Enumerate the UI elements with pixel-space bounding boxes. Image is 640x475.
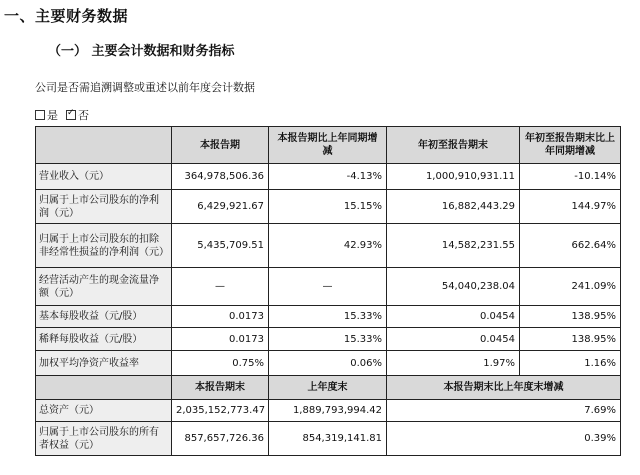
table-cell: 0.75%: [172, 351, 269, 376]
table-cell: 662.64%: [520, 224, 621, 268]
table-cell: -10.14%: [520, 164, 621, 190]
table-cell: 0.0454: [387, 328, 520, 351]
table-cell: 0.0173: [172, 328, 269, 351]
table-cell: 0.0454: [387, 306, 520, 328]
table-cell: 42.93%: [269, 224, 387, 268]
table-cell: 0.06%: [269, 351, 387, 376]
table-row: [36, 328, 621, 351]
table-row: [36, 268, 621, 306]
table-cell: 138.95%: [520, 306, 621, 328]
table-row: [36, 351, 621, 376]
checkbox-yes[interactable]: [35, 110, 45, 120]
header-cell: 本报告期比上年同期增减: [269, 127, 387, 164]
row-label: 加权平均净资产收益率: [36, 351, 172, 376]
table-header-row: [36, 376, 621, 400]
row-label: 归属于上市公司股东的所有者权益（元）: [36, 422, 172, 456]
table-cell: 1,000,910,931.11: [387, 164, 520, 190]
table-cell: 1.16%: [520, 351, 621, 376]
option-no-label: 否: [78, 109, 89, 122]
header-cell: 本报告期末比上年度末增减: [387, 376, 621, 400]
header-cell: 年初至报告期末比上年同期增减: [520, 127, 621, 164]
header-corner: [36, 127, 172, 164]
table-cell: 138.95%: [520, 328, 621, 351]
table-cell: 857,657,726.36: [172, 422, 269, 456]
table-cell: 16,882,443.29: [387, 190, 520, 224]
financial-data-table: [35, 126, 621, 456]
table-cell: 0.39%: [387, 422, 621, 456]
table-row: [36, 400, 621, 422]
table-cell: 144.97%: [520, 190, 621, 224]
table-header-row: [36, 127, 621, 164]
table-cell: 54,040,238.04: [387, 268, 520, 306]
table-row: [36, 190, 621, 224]
table-cell: 15.15%: [269, 190, 387, 224]
table-cell: 14,582,231.55: [387, 224, 520, 268]
restatement-options: [35, 107, 97, 123]
row-label: 经营活动产生的现金流量净额（元）: [36, 268, 172, 306]
table-cell: 15.33%: [269, 306, 387, 328]
table-row: [36, 306, 621, 328]
table-cell: 15.33%: [269, 328, 387, 351]
row-label: 基本每股收益（元/股）: [36, 306, 172, 328]
table-cell: 1,889,793,994.42: [269, 400, 387, 422]
header-cell: 上年度末: [269, 376, 387, 400]
table-cell: —: [269, 268, 387, 306]
option-yes-label: 是: [47, 109, 58, 122]
row-label: 营业收入（元）: [36, 164, 172, 190]
table-cell: 241.09%: [520, 268, 621, 306]
table-row: [36, 422, 621, 456]
table-row: [36, 164, 621, 190]
row-label: 总资产（元）: [36, 400, 172, 422]
table-cell: 7.69%: [387, 400, 621, 422]
header-cell: 年初至报告期末: [387, 127, 520, 164]
option-no[interactable]: [66, 107, 89, 123]
restatement-question: 公司是否需追溯调整或重述以前年度会计数据: [35, 81, 255, 94]
table-cell: 1.97%: [387, 351, 520, 376]
table-row: [36, 224, 621, 268]
header-corner: [36, 376, 172, 400]
table-cell: 364,978,506.36: [172, 164, 269, 190]
table-cell: 2,035,152,773.47: [172, 400, 269, 422]
option-yes[interactable]: [35, 107, 58, 123]
checkbox-no[interactable]: [66, 110, 76, 120]
table-cell: 5,435,709.51: [172, 224, 269, 268]
table-cell: -4.13%: [269, 164, 387, 190]
section-heading: 一、主要财务数据: [4, 7, 129, 25]
row-label: 稀释每股收益（元/股）: [36, 328, 172, 351]
header-cell: 本报告期: [172, 127, 269, 164]
table-cell: —: [172, 268, 269, 306]
subsection-heading: （一） 主要会计数据和财务指标: [48, 44, 235, 59]
table-cell: 854,319,141.81: [269, 422, 387, 456]
row-label: 归属于上市公司股东的扣除非经常性损益的净利润（元）: [36, 224, 172, 268]
header-cell: 本报告期末: [172, 376, 269, 400]
table-cell: 6,429,921.67: [172, 190, 269, 224]
row-label: 归属于上市公司股东的净利润（元）: [36, 190, 172, 224]
table-cell: 0.0173: [172, 306, 269, 328]
